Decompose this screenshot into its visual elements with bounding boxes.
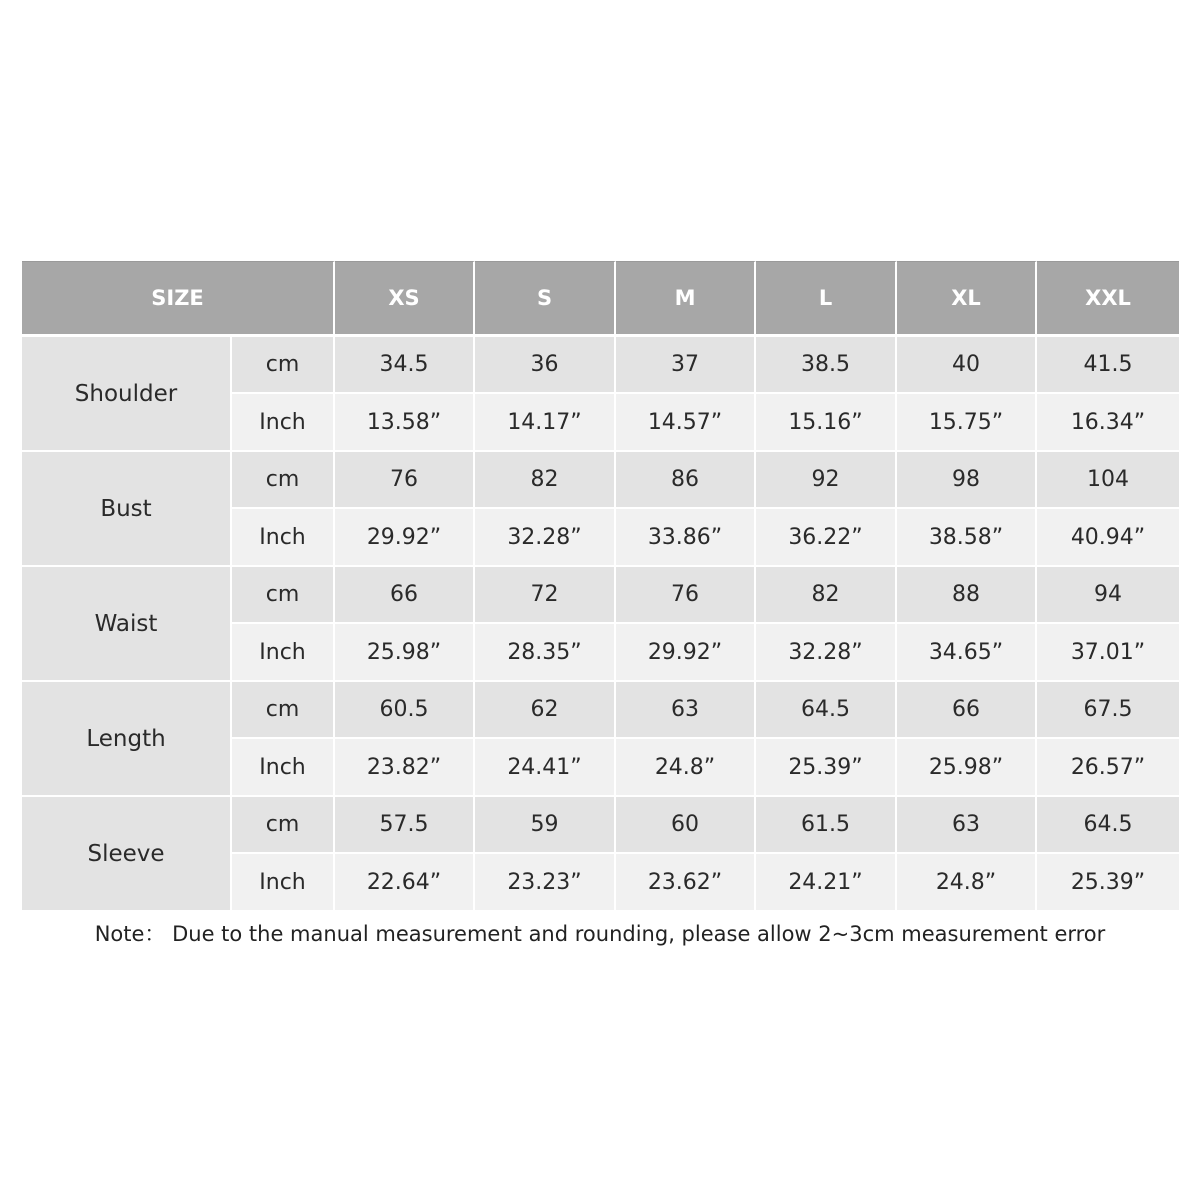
- measure-label-sleeve: Sleeve: [22, 797, 232, 912]
- table-cell: 66: [335, 567, 475, 624]
- table-cell: 23.23”: [475, 854, 616, 912]
- measurement-note: Note： Due to the manual measurement and rounding, please allow 2~3cm measurement error: [94, 922, 1106, 946]
- table-row: [22, 337, 1179, 394]
- table-cell: 62: [475, 682, 616, 739]
- size-xs-header: XS: [335, 261, 475, 337]
- table-cell: 26.57”: [1037, 739, 1179, 797]
- table-cell: 104: [1037, 452, 1179, 509]
- table-cell: 23.62”: [616, 854, 756, 912]
- table-cell: 67.5: [1037, 682, 1179, 739]
- table-cell: 86: [616, 452, 756, 509]
- table-cell: 13.58”: [335, 394, 475, 452]
- table-cell: 37: [616, 337, 756, 394]
- unit-label-inch: Inch: [232, 509, 335, 567]
- table-cell: 98: [897, 452, 1037, 509]
- table-cell: 36.22”: [756, 509, 897, 567]
- table-cell: 25.39”: [1037, 854, 1179, 912]
- table-cell: 63: [897, 797, 1037, 854]
- table-cell: 25.98”: [335, 624, 475, 682]
- unit-label-cm: cm: [232, 452, 335, 509]
- table-cell: 64.5: [1037, 797, 1179, 854]
- table-cell: 14.17”: [475, 394, 616, 452]
- measure-label-waist: Waist: [22, 567, 232, 682]
- size-xxl-header: XXL: [1037, 261, 1179, 337]
- table-cell: 92: [756, 452, 897, 509]
- table-cell: 32.28”: [756, 624, 897, 682]
- table-cell: 22.64”: [335, 854, 475, 912]
- table-cell: 94: [1037, 567, 1179, 624]
- table-row: [22, 797, 1179, 854]
- table-cell: 63: [616, 682, 756, 739]
- table-cell: 33.86”: [616, 509, 756, 567]
- table-cell: 24.8”: [897, 854, 1037, 912]
- table-cell: 76: [335, 452, 475, 509]
- table-cell: 82: [756, 567, 897, 624]
- unit-label-inch: Inch: [232, 854, 335, 912]
- table-cell: 59: [475, 797, 616, 854]
- unit-label-inch: Inch: [232, 394, 335, 452]
- table-cell: 82: [475, 452, 616, 509]
- table-row: [22, 682, 1179, 739]
- table-cell: 76: [616, 567, 756, 624]
- table-cell: 57.5: [335, 797, 475, 854]
- table-cell: 14.57”: [616, 394, 756, 452]
- size-l-header: L: [756, 261, 897, 337]
- table-cell: 24.8”: [616, 739, 756, 797]
- table-cell: 60: [616, 797, 756, 854]
- measure-label-shoulder: Shoulder: [22, 337, 232, 452]
- table-row: [22, 567, 1179, 624]
- table-cell: 41.5: [1037, 337, 1179, 394]
- size-xl-header: XL: [897, 261, 1037, 337]
- table-cell: 36: [475, 337, 616, 394]
- table-row: [22, 452, 1179, 509]
- size-m-header: M: [616, 261, 756, 337]
- unit-label-cm: cm: [232, 567, 335, 624]
- table-cell: 37.01”: [1037, 624, 1179, 682]
- table-cell: 38.5: [756, 337, 897, 394]
- unit-label-cm: cm: [232, 337, 335, 394]
- table-cell: 40: [897, 337, 1037, 394]
- unit-label-inch: Inch: [232, 624, 335, 682]
- table-cell: 32.28”: [475, 509, 616, 567]
- table-cell: 28.35”: [475, 624, 616, 682]
- table-cell: 25.98”: [897, 739, 1037, 797]
- table-cell: 38.58”: [897, 509, 1037, 567]
- table-cell: 29.92”: [616, 624, 756, 682]
- table-cell: 24.41”: [475, 739, 616, 797]
- table-cell: 15.75”: [897, 394, 1037, 452]
- measure-label-length: Length: [22, 682, 232, 797]
- table-cell: 34.65”: [897, 624, 1037, 682]
- table-cell: 24.21”: [756, 854, 897, 912]
- table-cell: 16.34”: [1037, 394, 1179, 452]
- unit-label-inch: Inch: [232, 739, 335, 797]
- table-cell: 64.5: [756, 682, 897, 739]
- size-chart-table: [22, 261, 1179, 912]
- table-cell: 23.82”: [335, 739, 475, 797]
- table-cell: 15.16”: [756, 394, 897, 452]
- table-cell: 88: [897, 567, 1037, 624]
- table-header-row: [22, 261, 1179, 337]
- table-cell: 29.92”: [335, 509, 475, 567]
- size-header: SIZE: [22, 261, 335, 337]
- measure-label-bust: Bust: [22, 452, 232, 567]
- table-cell: 40.94”: [1037, 509, 1179, 567]
- table-cell: 61.5: [756, 797, 897, 854]
- table-cell: 66: [897, 682, 1037, 739]
- unit-label-cm: cm: [232, 682, 335, 739]
- table-cell: 60.5: [335, 682, 475, 739]
- table-cell: 72: [475, 567, 616, 624]
- table-cell: 25.39”: [756, 739, 897, 797]
- table-cell: 34.5: [335, 337, 475, 394]
- size-s-header: S: [475, 261, 616, 337]
- unit-label-cm: cm: [232, 797, 335, 854]
